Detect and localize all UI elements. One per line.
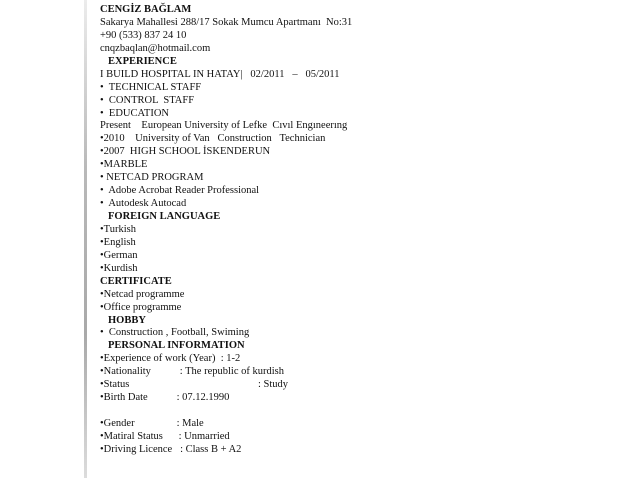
status-line: •Status : Study — [100, 379, 289, 391]
applicant-name: CENGİZ BAĞLAM — [100, 4, 192, 15]
marital-status-line: •Matiral Status : Unmarried — [100, 430, 230, 442]
language-item: •German — [100, 249, 138, 261]
education-heading: • EDUCATION — [100, 107, 170, 119]
experience-item: • TECHNICAL STAFF — [100, 81, 202, 93]
nationality-line: •Nationality : The republic of kurdish — [100, 366, 284, 378]
foreign-language-heading: FOREIGN LANGUAGE — [108, 211, 221, 222]
hobby-heading: HOBBY — [108, 314, 146, 326]
skill-item: • Autodesk Autocad — [100, 198, 187, 210]
experience-item: • CONTROL STAFF — [100, 94, 195, 106]
phone-line: +90 (533) 837 24 10 — [100, 29, 187, 41]
certificate-item: •Office programme — [100, 301, 182, 313]
skill-item: •MARBLE — [100, 159, 148, 171]
gender-line: •Gender : Male — [100, 418, 204, 429]
experience-heading: EXPERIENCE — [108, 55, 177, 67]
address-line: Sakarya Mahallesi 288/17 Sokak Mumcu Apartmanı No:31 — [100, 16, 353, 28]
education-item: •2010 University of Van Construction Technician — [100, 133, 326, 145]
driving-licence-line: •Driving Licence : Class B + A2 — [100, 443, 242, 455]
job-line: I BUILD HOSPITAL IN HATAY| 02/2011 – 05/2011 — [100, 68, 340, 80]
hobby-item: • Construction , Football, Swiming — [100, 327, 250, 339]
language-item: •Turkish — [100, 223, 136, 235]
work-experience-line: •Experience of work (Year) : 1-2 — [100, 353, 241, 365]
skill-item: • Adobe Acrobat Reader Professional — [100, 185, 260, 197]
resume-content — [100, 4, 620, 457]
education-item: •2007 HIGH SCHOOL İSKENDERUN — [100, 146, 271, 158]
email-line: cnqzbaqlan@hotmail.com — [100, 42, 211, 54]
birth-date-line: •Birth Date : 07.12.1990 — [100, 392, 230, 404]
certificate-heading: CERTIFICATE — [100, 275, 172, 287]
skill-item: • NETCAD PROGRAM — [100, 172, 204, 184]
blank-spacer — [100, 405, 620, 418]
certificate-item: •Netcad programme — [100, 288, 185, 300]
left-vertical-rule — [84, 0, 87, 478]
language-item: •English — [100, 236, 136, 248]
personal-information-heading: PERSONAL INFORMATION — [108, 340, 245, 352]
education-item: Present European University of Lefke Cıvıl Engıneerıng — [100, 120, 348, 132]
language-item: •Kurdish — [100, 262, 138, 274]
